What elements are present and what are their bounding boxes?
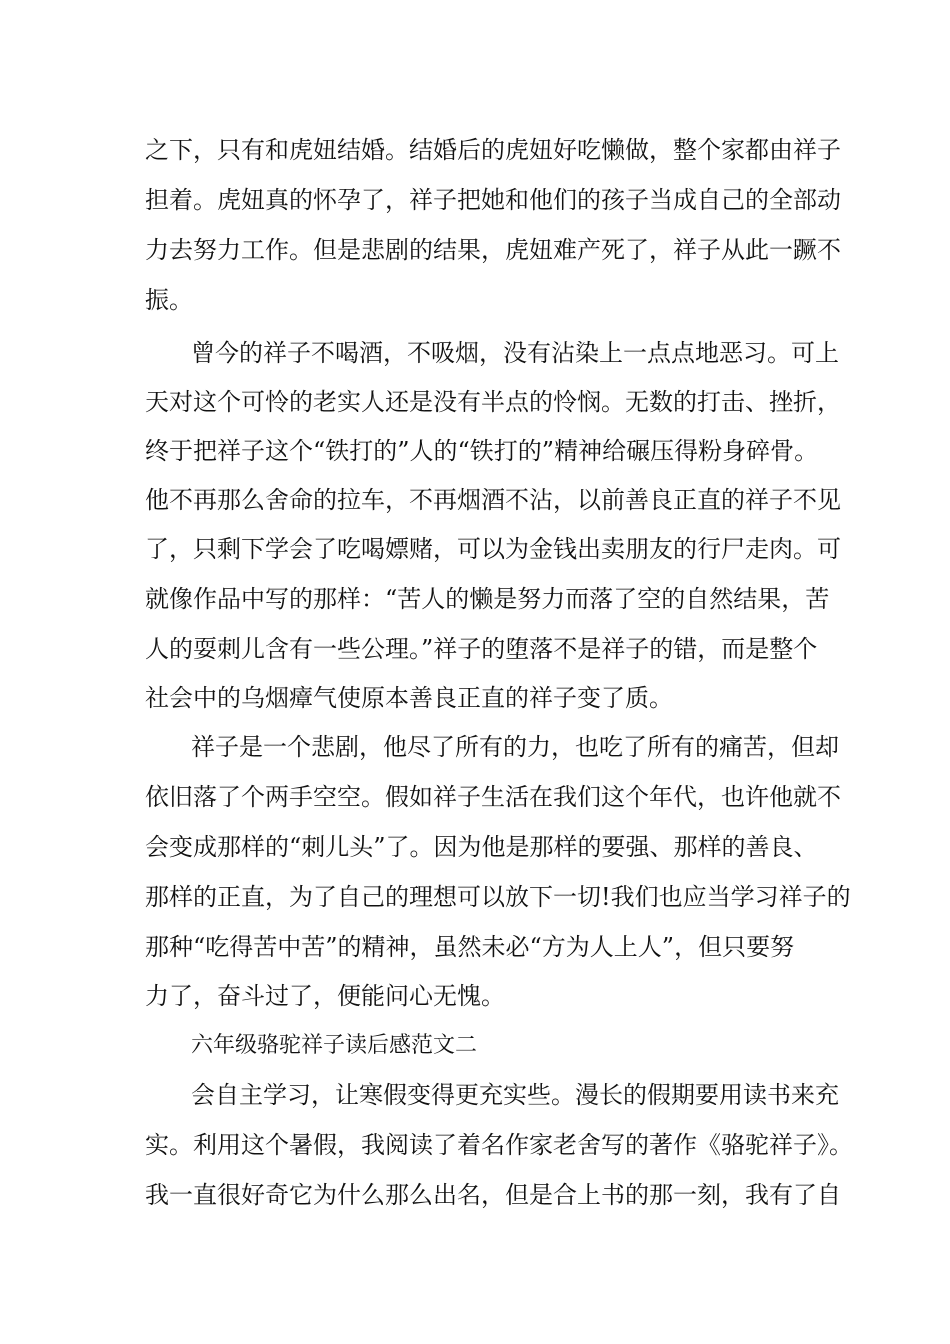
text-line: 振。 xyxy=(145,286,193,314)
paragraph-start-line: 会自主学习，让寒假变得更充实些。漫长的假期要用读书来充 xyxy=(191,1081,839,1109)
text-line: 力了，奋斗过了，便能问心无愧。 xyxy=(145,982,505,1010)
text-line: 他不再那么舍命的拉车，不再烟酒不沾，以前善良正直的祥子不见 xyxy=(145,486,841,514)
text-line: 依旧落了个两手空空。假如祥子生活在我们这个年代，也许他就不 xyxy=(145,783,841,811)
text-line: 了，只剩下学会了吃喝嫖赌，可以为金钱出卖朋友的行尸走肉。可 xyxy=(145,535,841,563)
text-line: 之下，只有和虎妞结婚。结婚后的虎妞好吃懒做，整个家都由祥子 xyxy=(145,136,841,164)
text-line: 就像作品中写的那样：“苦人的懒是努力而落了空的自然结果，苦 xyxy=(145,585,830,613)
text-line: 实。利用这个暑假，我阅读了着名作家老舍写的著作《骆驼祥子》。 xyxy=(145,1131,853,1159)
text-line: 我一直很好奇它为什么那么出名，但是合上书的那一刻，我有了自 xyxy=(145,1181,841,1209)
section-heading: 六年级骆驼祥子读后感范文二 xyxy=(191,1033,478,1058)
text-line: 会变成那样的“刺儿头”了。因为他是那样的要强、那样的善良、 xyxy=(145,833,818,861)
text-line: 力去努力工作。但是悲剧的结果，虎妞难产死了，祥子从此一蹶不 xyxy=(145,236,841,264)
text-line: 终于把祥子这个“铁打的”人的“铁打的”精神给碾压得粉身碎骨。 xyxy=(145,437,819,465)
paragraph-start-line: 祥子是一个悲剧，他尽了所有的力，也吃了所有的痛苦，但却 xyxy=(191,733,839,761)
text-line: 那样的正直，为了自己的理想可以放下一切!我们也应当学习祥子的 xyxy=(145,883,851,911)
text-line: 人的耍刺儿含有一些公理。”祥子的堕落不是祥子的错，而是整个 xyxy=(145,635,818,663)
text-line: 天对这个可怜的老实人还是没有半点的怜悯。无数的打击、挫折， xyxy=(145,388,841,416)
text-line: 担着。虎妞真的怀孕了，祥子把她和他们的孩子当成自己的全部动 xyxy=(145,186,841,214)
text-line: 社会中的乌烟瘴气使原本善良正直的祥子变了质。 xyxy=(145,684,673,712)
paragraph-start-line: 曾今的祥子不喝酒，不吸烟，没有沾染上一点点地恶习。可上 xyxy=(191,339,839,367)
text-line: 那种“吃得苦中苦”的精神，虽然未必“方为人上人”，但只要努 xyxy=(145,933,795,961)
